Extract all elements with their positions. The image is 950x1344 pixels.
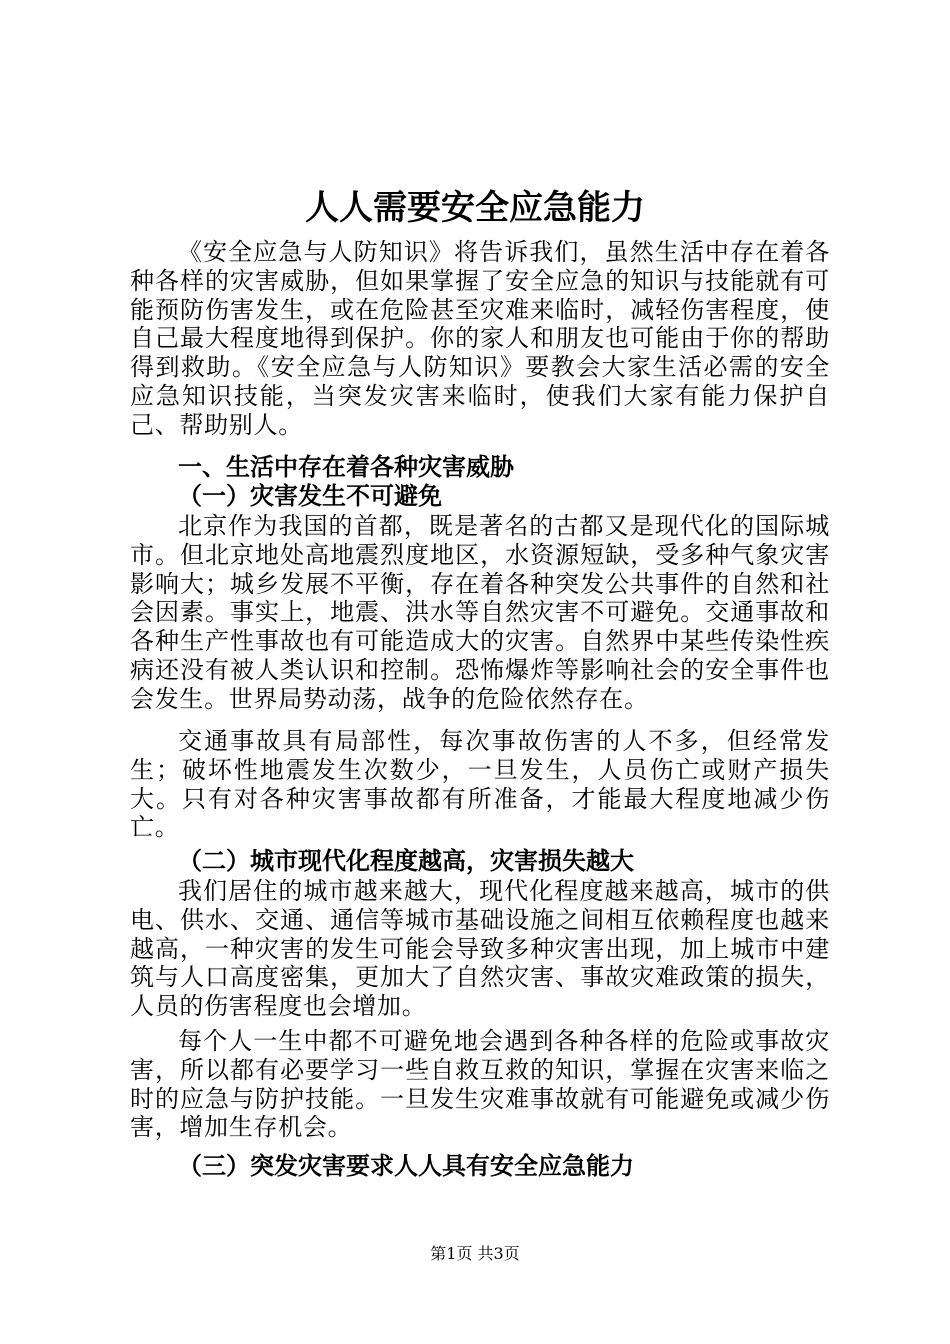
subsection-heading-2: （二）城市现代化程度越高，灾害损失越大 bbox=[178, 847, 634, 875]
document-title: 人人需要安全应急能力 bbox=[305, 188, 645, 228]
subsection-1-paragraph-2: 交通事故具有局部性，每次事故伤害的人不多，但经常发生；破坏性地震发生次数少，一旦发生，人员伤亡或财产损失大。只有对各种灾害事故都有所准备，才能最大程度地减少伤亡。 bbox=[130, 727, 830, 842]
subsection-1-paragraph-1: 北京作为我国的首都，既是著名的古都又是现代化的国际城市。但北京地处高地震烈度地区，水资源短缺，受多种气象灾害影响大；城乡发展不平衡，存在着各种突发公共事件的自然和社会因素。事实上，地震、洪水等自然灾害不可避免。交通事故和各种生产性事故也有可能造成大的灾害。自然界中某些传染性疾病还没有被人类认识和控制。恐怖爆炸等影响社会的安全事件也会发生。世界局势动荡，战争的危险依然存在。 bbox=[130, 512, 830, 713]
section-heading-1: 一、生活中存在着各种灾害威胁 bbox=[178, 453, 514, 481]
subsection-2-paragraph-2: 每个人一生中都不可避免地会遇到各种各样的危险或事故灾害，所以都有必要学习一些自救互救的知识，掌握在灾害来临之时的应急与防护技能。一旦发生灾难事故就有可能避免或减少伤害，增加生存机会。 bbox=[130, 1027, 830, 1142]
page-number-footer: 第1页 共3页 bbox=[430, 1244, 520, 1263]
subsection-heading-3: （三）突发灾害要求人人具有安全应急能力 bbox=[178, 1152, 634, 1180]
intro-paragraph: 《安全应急与人防知识》将告诉我们，虽然生活中存在着各种各样的灾害威胁，但如果掌握了安全应急的知识与技能就有可能预防伤害发生，或在危险甚至灾难来临时，减轻伤害程度，使自己最大程度地得到保护。你的家人和朋友也可能由于你的帮助得到救助。《安全应急与人防知识》要教会大家生活必需的安全应急知识技能，当突发灾害来临时，使我们大家有能力保护自己、帮助别人。 bbox=[130, 238, 830, 439]
subsection-heading-1: （一）灾害发生不可避免 bbox=[178, 482, 442, 510]
subsection-2-paragraph-1: 我们居住的城市越来越大，现代化程度越来越高，城市的供电、供水、交通、通信等城市基础设施之间相互依赖程度也越来越高，一种灾害的发生可能会导致多种灾害出现，加上城市中建筑与人口高度密集，更加大了自然灾害、事故灾难政策的损失，人员的伤害程度也会增加。 bbox=[130, 877, 830, 1021]
